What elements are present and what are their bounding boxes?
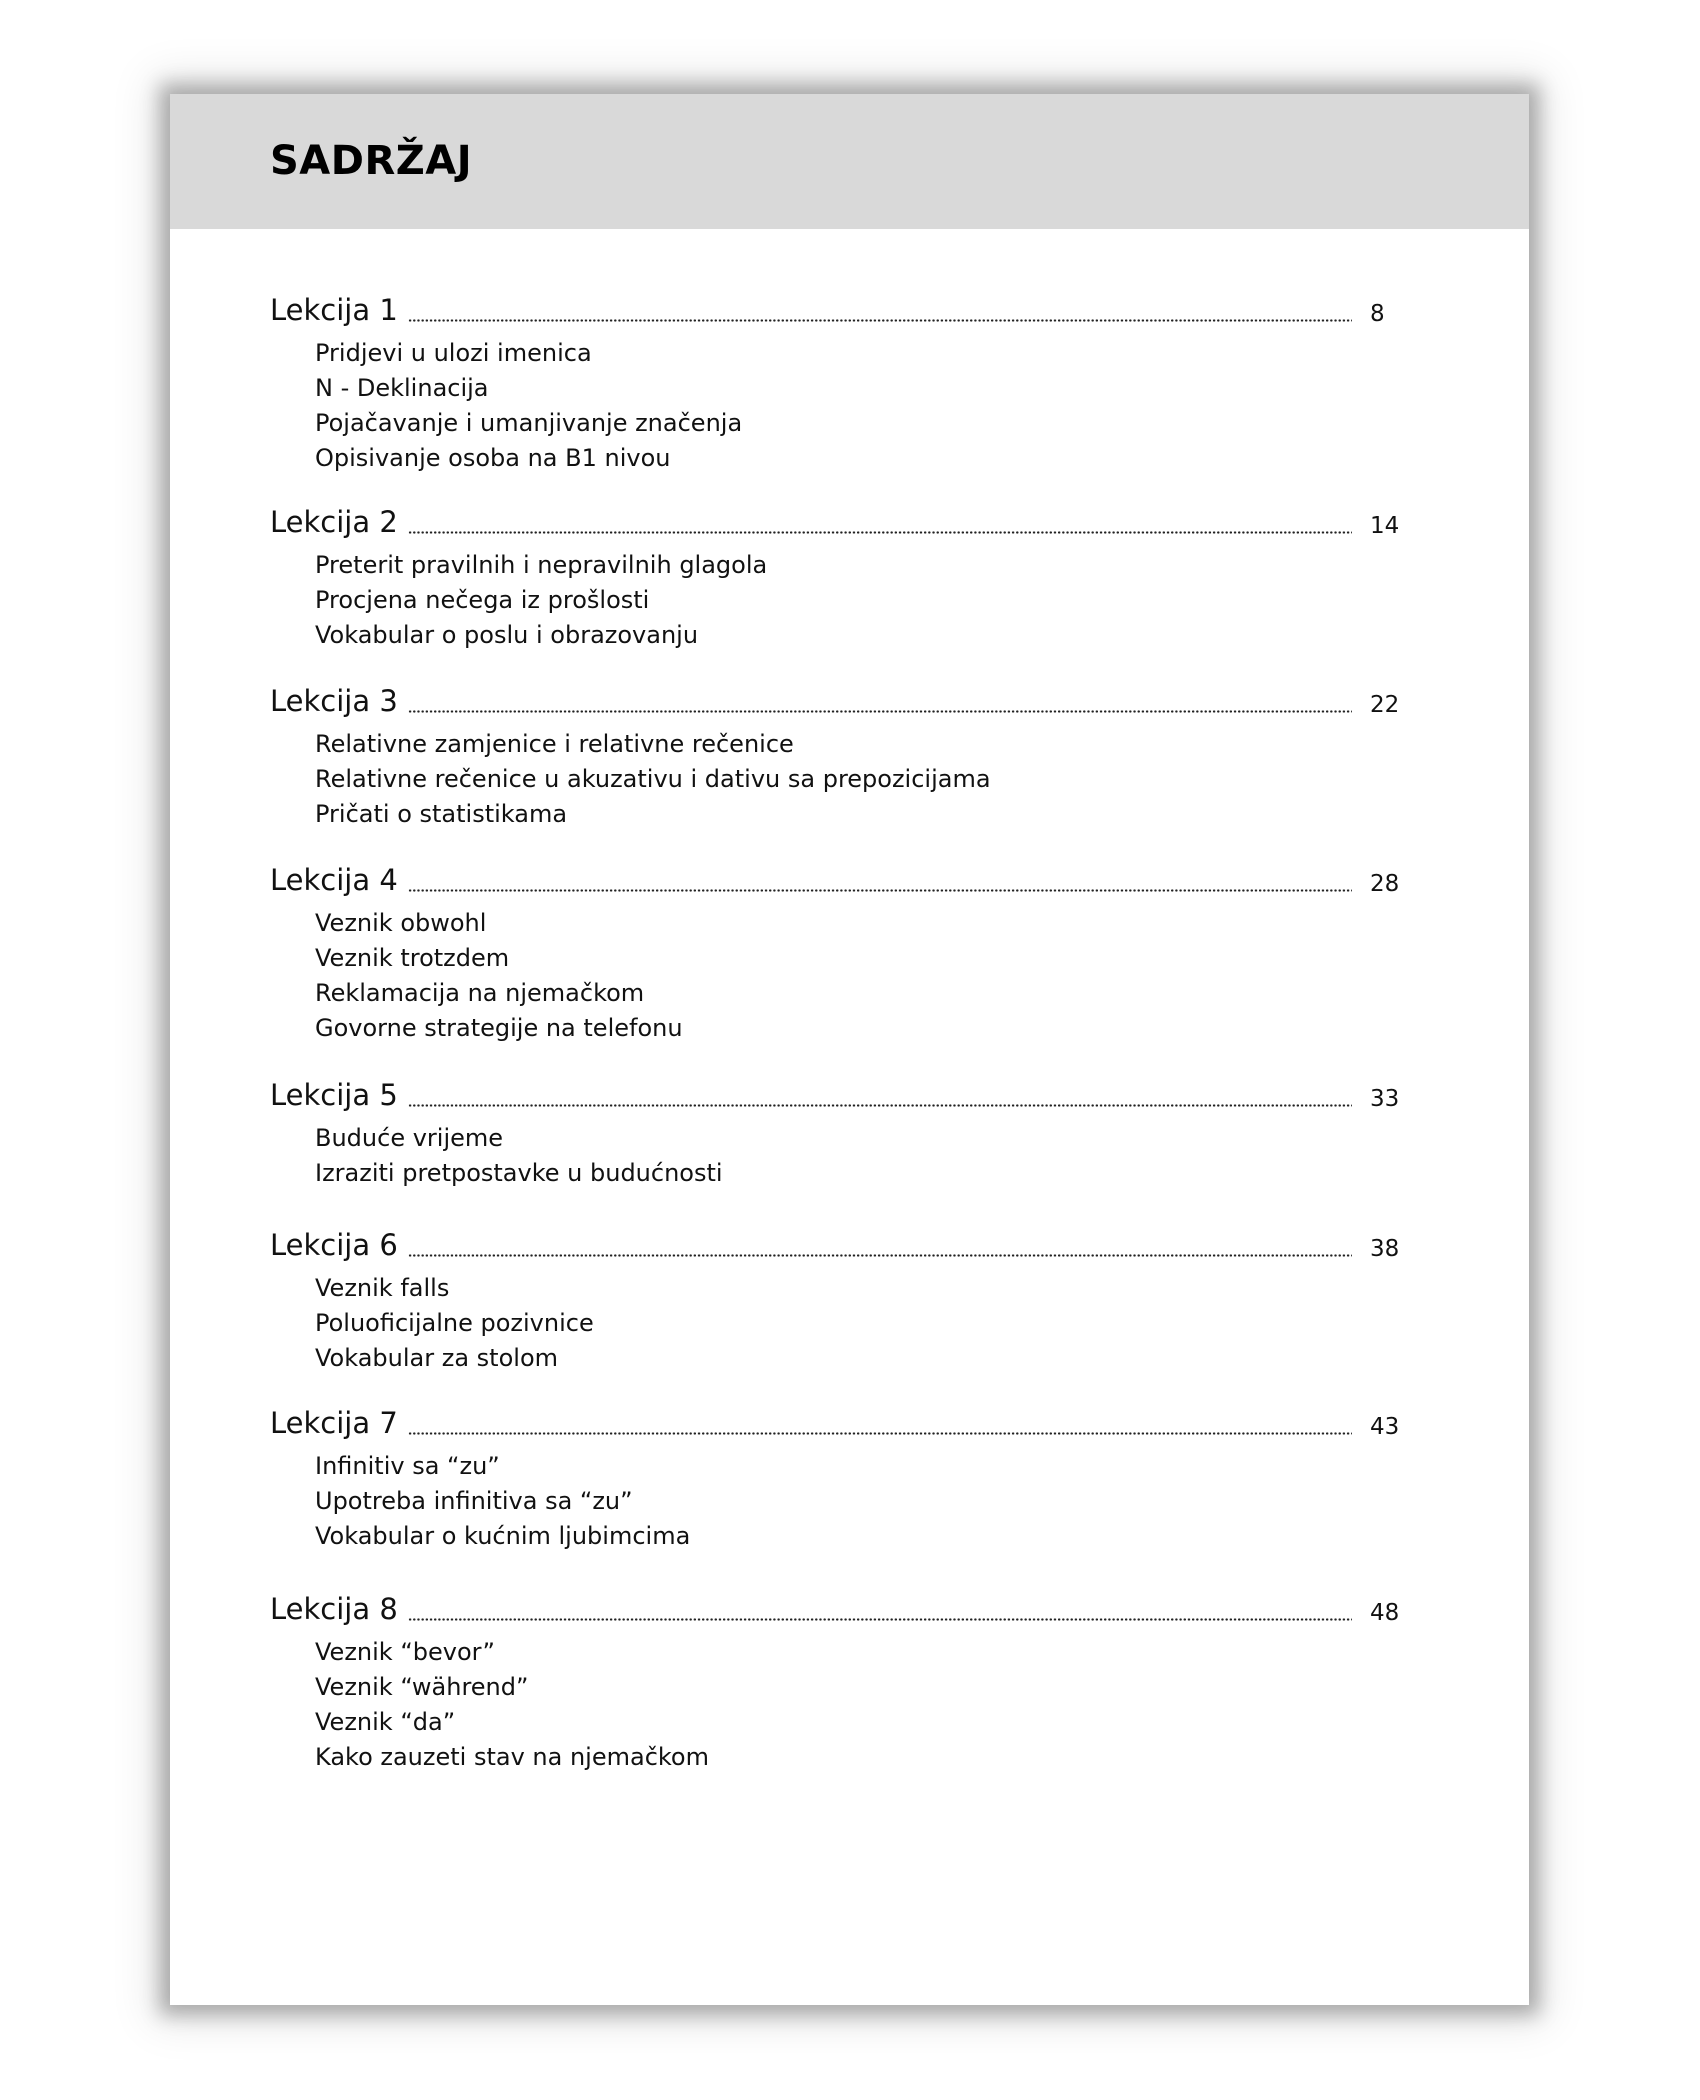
toc-lesson-row[interactable]	[270, 1589, 1410, 1629]
toc-lesson-row[interactable]	[270, 681, 1410, 721]
lesson-title[interactable]: Lekcija 2	[270, 505, 398, 539]
page-number[interactable]: 38	[1370, 1236, 1400, 1262]
toc-lesson-6[interactable]	[270, 1225, 1410, 1376]
lesson-title[interactable]: Lekcija 6	[270, 1228, 398, 1262]
lesson-topics	[315, 1271, 1410, 1376]
page-number[interactable]: 8	[1370, 301, 1385, 327]
topic-item: Pridjevi u ulozi imenica	[315, 339, 592, 367]
lesson-title[interactable]: Lekcija 5	[270, 1078, 398, 1112]
toc-lesson-row[interactable]	[270, 1225, 1410, 1265]
topic-item: Veznik “während”	[315, 1673, 529, 1701]
lesson-topics	[315, 548, 1410, 653]
page-number[interactable]: 43	[1370, 1414, 1400, 1440]
toc-lesson-2[interactable]	[270, 502, 1410, 653]
lesson-title[interactable]: Lekcija 1	[270, 293, 398, 327]
dot-leader	[408, 1254, 1352, 1257]
topic-item: Veznik trotzdem	[315, 944, 510, 972]
toc-lesson-3[interactable]	[270, 681, 1410, 832]
toc-lesson-1[interactable]	[270, 290, 1410, 476]
dot-leader	[408, 319, 1352, 322]
topic-item: Vokabular o kućnim ljubimcima	[315, 1522, 691, 1550]
page-title: SADRŽAJ	[270, 138, 473, 184]
toc-lesson-4[interactable]	[270, 860, 1410, 1046]
dot-leader	[408, 1104, 1352, 1107]
topic-item: Poluoficijalne pozivnice	[315, 1309, 594, 1337]
topic-item: Reklamacija na njemačkom	[315, 979, 645, 1007]
lesson-topics	[315, 727, 1410, 832]
dot-leader	[408, 889, 1352, 892]
toc-lesson-7[interactable]	[270, 1403, 1410, 1554]
topic-item: Veznik obwohl	[315, 909, 487, 937]
topic-item: Pojačavanje i umanjivanje značenja	[315, 409, 743, 437]
topic-item: Kako zauzeti stav na njemačkom	[315, 1743, 709, 1771]
lesson-topics	[315, 1121, 1410, 1191]
page-number[interactable]: 48	[1370, 1600, 1400, 1626]
topic-item: Procjena nečega iz prošlosti	[315, 586, 650, 614]
topic-item: Buduće vrijeme	[315, 1124, 504, 1152]
page-number[interactable]: 28	[1370, 871, 1400, 897]
document-page	[170, 94, 1529, 2005]
topic-item: Relativne rečenice u akuzativu i dativu sa prepozicijama	[315, 765, 991, 793]
topic-item: Veznik “bevor”	[315, 1638, 495, 1666]
topic-item: Veznik “da”	[315, 1708, 456, 1736]
toc-lesson-row[interactable]	[270, 860, 1410, 900]
page-header	[170, 94, 1529, 229]
topic-item: Opisivanje osoba na B1 nivou	[315, 444, 671, 472]
topic-item: Govorne strategije na telefonu	[315, 1014, 683, 1042]
toc-lesson-8[interactable]	[270, 1589, 1410, 1775]
topic-item: Preterit pravilnih i nepravilnih glagola	[315, 551, 768, 579]
toc-lesson-row[interactable]	[270, 1075, 1410, 1115]
toc-lesson-row[interactable]	[270, 1403, 1410, 1443]
dot-leader	[408, 531, 1352, 534]
topic-item: Relativne zamjenice i relativne rečenice	[315, 730, 794, 758]
lesson-topics	[315, 336, 1410, 476]
lesson-topics	[315, 1635, 1410, 1775]
lesson-title[interactable]: Lekcija 4	[270, 863, 398, 897]
topic-item: Upotreba infinitiva sa “zu”	[315, 1487, 633, 1515]
dot-leader	[408, 1432, 1352, 1435]
lesson-title[interactable]: Lekcija 8	[270, 1592, 398, 1626]
page-number[interactable]: 14	[1370, 513, 1400, 539]
toc-lesson-row[interactable]	[270, 290, 1410, 330]
dot-leader	[408, 710, 1352, 713]
toc-lesson-5[interactable]	[270, 1075, 1410, 1191]
page-number[interactable]: 33	[1370, 1086, 1400, 1112]
dot-leader	[408, 1618, 1352, 1621]
topic-item: Pričati o statistikama	[315, 800, 568, 828]
toc-lesson-row[interactable]	[270, 502, 1410, 542]
topic-item: Vokabular o poslu i obrazovanju	[315, 621, 699, 649]
lesson-topics	[315, 1449, 1410, 1554]
lesson-title[interactable]: Lekcija 7	[270, 1406, 398, 1440]
topic-item: Vokabular za stolom	[315, 1344, 558, 1372]
topic-item: Veznik falls	[315, 1274, 450, 1302]
topic-item: Infinitiv sa “zu”	[315, 1452, 500, 1480]
lesson-topics	[315, 906, 1410, 1046]
topic-item: N - Deklinacija	[315, 374, 489, 402]
lesson-title[interactable]: Lekcija 3	[270, 684, 398, 718]
page-number[interactable]: 22	[1370, 692, 1400, 718]
topic-item: Izraziti pretpostavke u budućnosti	[315, 1159, 723, 1187]
